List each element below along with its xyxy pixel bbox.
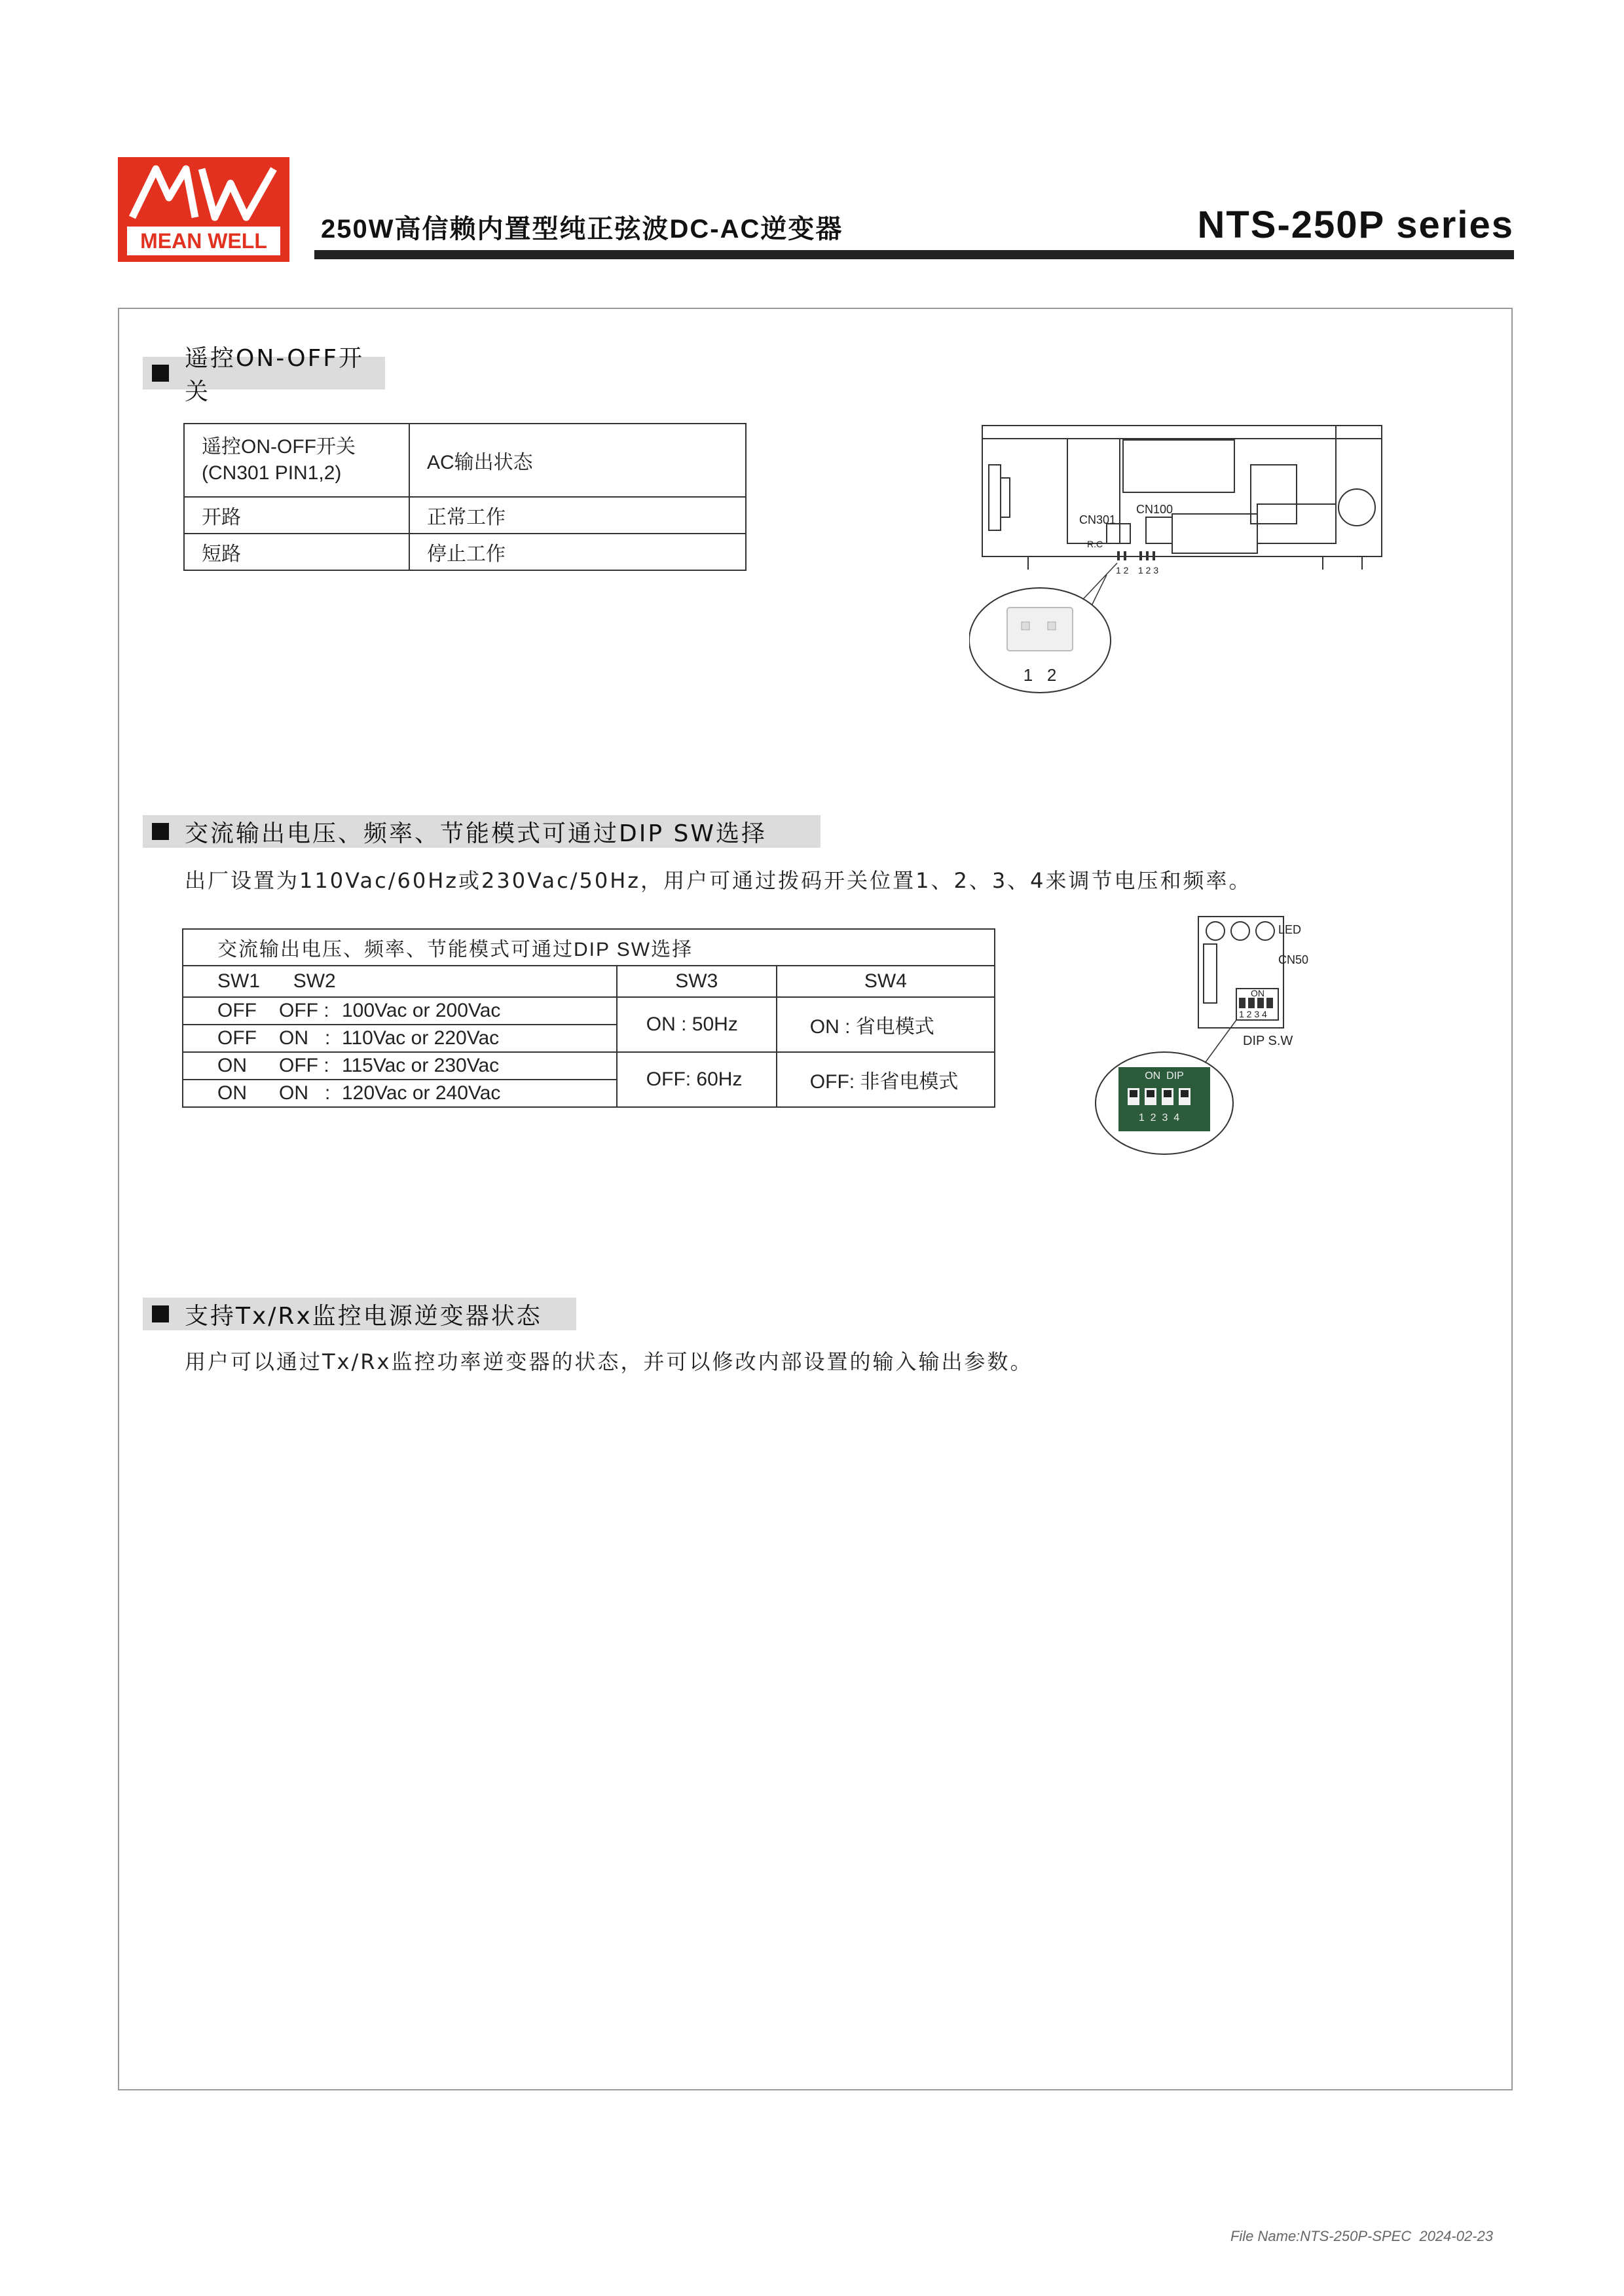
footer-file-name: File Name:NTS-250P-SPEC 2024-02-23 (1230, 2228, 1493, 2244)
txrx-description: 用户可以通过Tx/Rx监控功率逆变器的状态，并可以修改内部设置的输入输出参数。 (185, 1349, 1033, 1374)
document-title: 250W高信赖内置型纯正弦波DC-AC逆变器 (321, 215, 843, 244)
table-cell: ON ON : 120Vac or 240Vac (183, 1080, 617, 1107)
section-heading-txrx (143, 1298, 576, 1330)
header-rule (314, 250, 1514, 259)
table-header-cell: AC输出状态 (409, 424, 746, 497)
table-row (183, 1052, 995, 1080)
section-heading-text: 遥控ON-OFF开关 (185, 345, 365, 405)
table-cell: OFF: 60Hz (617, 1052, 777, 1107)
table-title-cell: 交流输出电压、频率、节能模式可通过DIP SW选择 (183, 929, 995, 966)
bullet-square-icon (152, 823, 169, 840)
table-cell: 停止工作 (409, 534, 746, 570)
table-cell: 短路 (184, 534, 409, 570)
table-row (183, 997, 995, 1025)
mw-logo-icon (118, 157, 289, 229)
table-cell: 开路 (184, 497, 409, 534)
label-led: LED (1278, 923, 1302, 936)
dip-photo-numbers: 1 2 3 4 (1138, 1112, 1180, 1123)
label-cn301: CN301 (1079, 513, 1116, 526)
table-row (184, 497, 746, 534)
label-pins-cn301: 1 2 (1116, 565, 1129, 575)
col-sw1: SW1 (217, 970, 261, 992)
section-heading-dip (143, 815, 821, 848)
remote-onoff-table (183, 423, 747, 571)
dip-switch-diagram (1067, 910, 1349, 1159)
table-cell: 正常工作 (409, 497, 746, 534)
table-cell: ON OFF : 115Vac or 230Vac (183, 1052, 617, 1080)
table-header-cell: SW4 (777, 966, 995, 997)
label-dip-on: ON (1251, 988, 1264, 998)
table-cell: ON : 省电模式 (777, 997, 995, 1052)
logo-text: MEAN WELL (127, 227, 280, 255)
table-row (184, 424, 746, 497)
section-heading-remote (143, 345, 385, 405)
table-header-cell (184, 424, 409, 497)
table-cell: OFF ON : 110Vac or 220Vac (183, 1025, 617, 1052)
label-cn100: CN100 (1136, 503, 1173, 516)
table-header-cell: SW3 (617, 966, 777, 997)
table-header-cell (183, 966, 617, 997)
callout-pins: 1 2 (1023, 665, 1057, 685)
section-heading-text: 支持Tx/Rx监控电源逆变器状态 (185, 1302, 542, 1330)
mean-well-logo (118, 157, 289, 262)
table-cell: ON : 50Hz (617, 997, 777, 1052)
label-dip-numbers: 1 2 3 4 (1239, 1009, 1267, 1019)
table-cell: OFF: 非省电模式 (777, 1052, 995, 1107)
label-pins-cn100: 1 2 3 (1138, 565, 1159, 575)
table-row (184, 534, 746, 570)
dip-switch-table (182, 928, 995, 1108)
table-row (183, 929, 995, 966)
bullet-square-icon (152, 365, 169, 382)
section-heading-text: 交流输出电压、频率、节能模式可通过DIP SW选择 (185, 820, 767, 847)
label-cn50: CN50 (1278, 953, 1309, 966)
label-dip-sw: DIP S.W (1243, 1034, 1293, 1048)
dip-photo-label: ON DIP (1145, 1070, 1184, 1082)
header-line-2: (CN301 PIN1,2) (202, 462, 342, 484)
pcb-side-view-diagram (969, 412, 1401, 701)
col-sw2: SW2 (293, 970, 336, 992)
table-cell: OFF OFF : 100Vac or 200Vac (183, 997, 617, 1025)
header-line-1: 遥控ON-OFF开关 (202, 436, 356, 458)
dip-description: 出厂设置为110Vac/60Hz或230Vac/50Hz，用户可通过拨码开关位置1、2、3、4来调节电压和频率。 (185, 868, 1252, 893)
bullet-square-icon (152, 1305, 169, 1322)
table-row (183, 966, 995, 997)
model-title: NTS-250P series (1197, 204, 1514, 246)
label-rc: R.C (1087, 539, 1103, 549)
